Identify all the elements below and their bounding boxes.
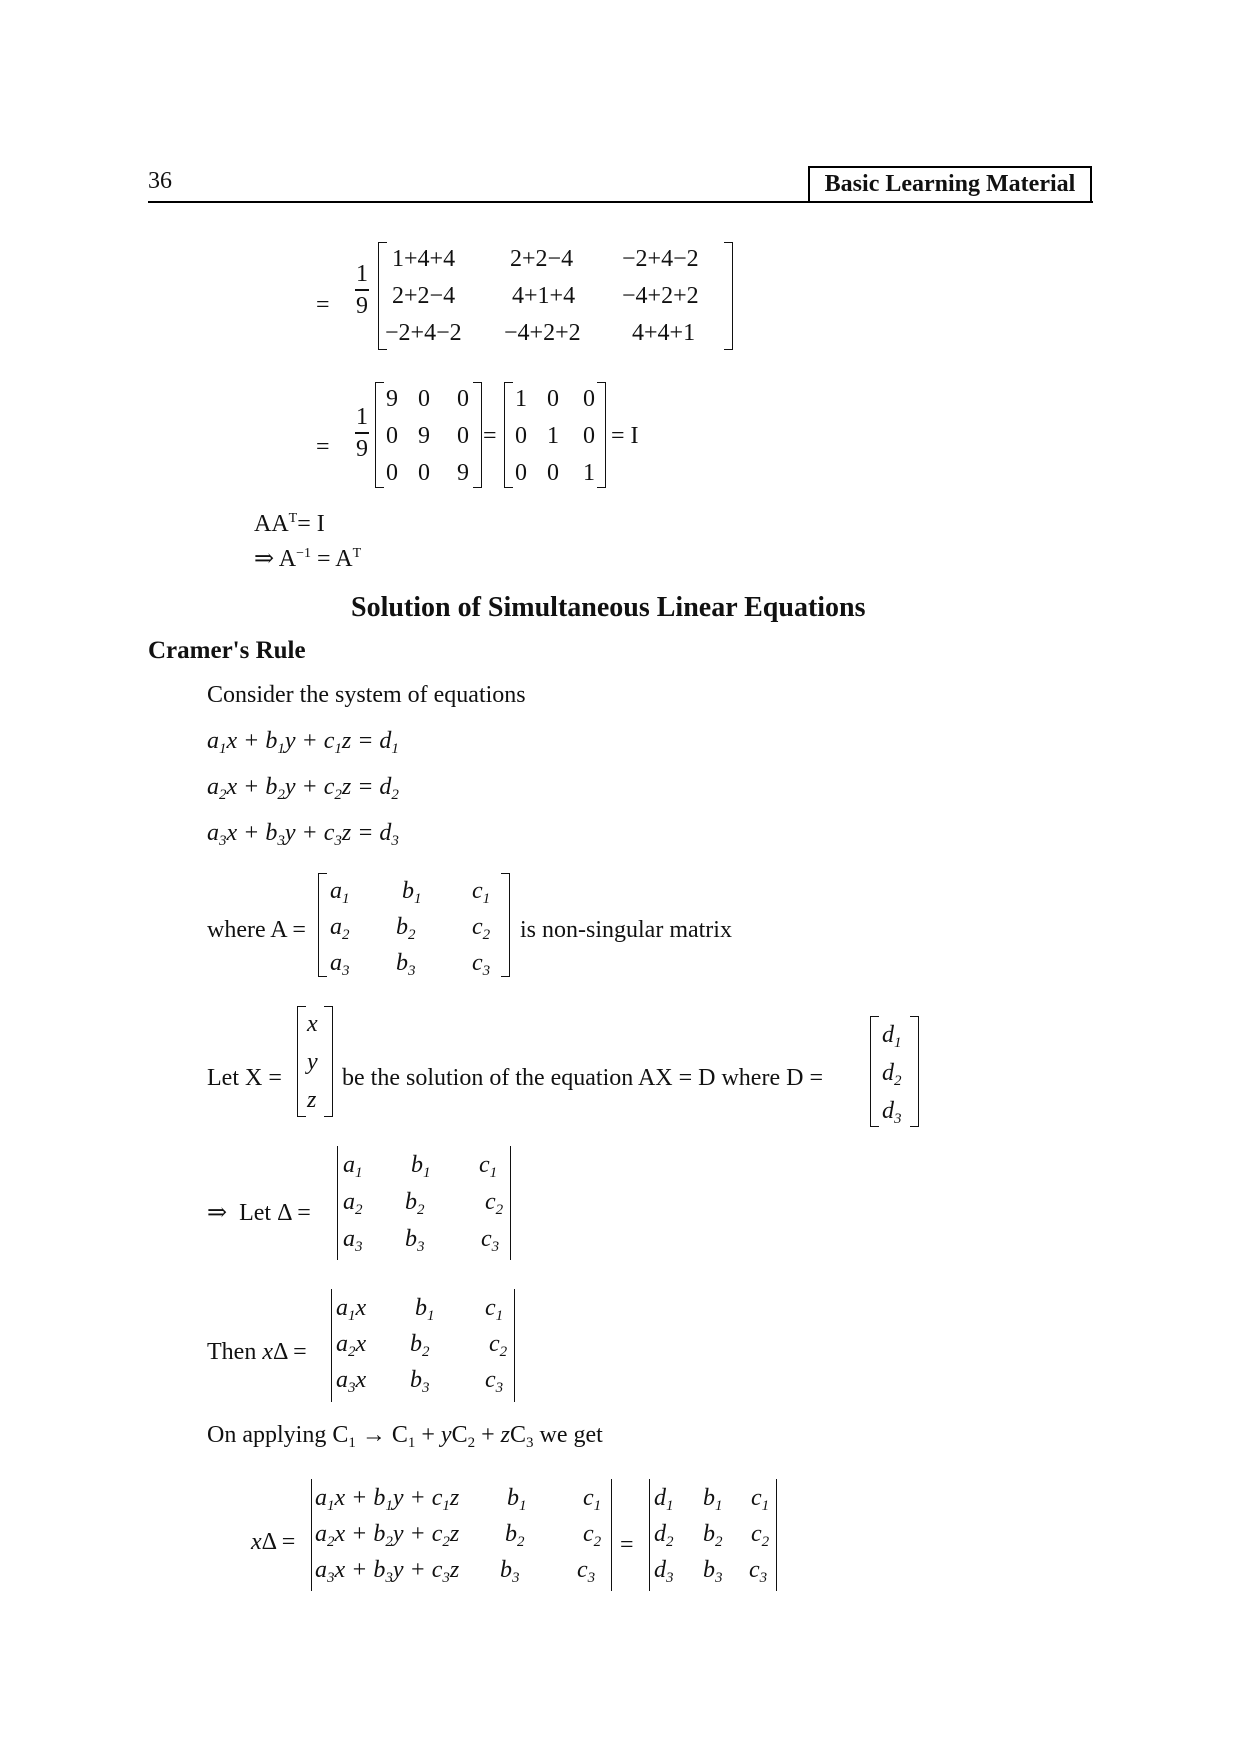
matrix-right-bracket <box>473 382 482 488</box>
determinant-cell: $a_3x + b_3y + c_3z$ <box>315 1557 460 1586</box>
determinant-cell: $a_1x + b_1y + c_1z$ <box>315 1485 460 1514</box>
vector-cell: $d_3$ <box>882 1098 902 1127</box>
equation-mid: = A <box>317 546 353 572</box>
label-text: Then <box>207 1339 263 1365</box>
determinant-cell: $c_3$ <box>577 1557 596 1586</box>
superscript: T <box>352 546 362 561</box>
determinant-cell: $a_2x$ <box>336 1331 367 1360</box>
header-rule <box>148 201 1093 203</box>
determinant-cell: $c_1$ <box>479 1152 498 1181</box>
matrix-cell: 4+4+1 <box>632 320 696 346</box>
implies-arrow: ⇒ <box>207 1200 228 1226</box>
matrix-cell: $a_2$ <box>330 914 350 943</box>
intro-text: Consider the system of equations <box>207 682 526 708</box>
determinant-cell: $a_3$ <box>343 1226 363 1255</box>
determinant-cell: $b_2$ <box>703 1521 723 1550</box>
superscript: −1 <box>296 546 312 561</box>
vector-left-bracket <box>297 1006 306 1117</box>
matrix-cell: 2+2−4 <box>392 283 456 309</box>
aat-rest: = I <box>297 511 325 537</box>
determinant-right-bar <box>776 1479 777 1591</box>
determinant-cell: $b_3$ <box>500 1557 520 1586</box>
matrix-cell: 0 <box>418 386 430 412</box>
determinant-cell: $a_1$ <box>343 1152 363 1181</box>
matrix-symbol: A <box>278 546 297 572</box>
determinant-right-bar <box>510 1146 511 1260</box>
x-delta-label <box>251 1530 295 1554</box>
determinant-cell: $b_2$ <box>405 1189 425 1218</box>
x-delta-label <box>207 1340 307 1364</box>
matrix-left-bracket <box>318 873 327 977</box>
subsection-title: Cramer's Rule <box>148 637 306 664</box>
fraction-denominator: 9 <box>356 435 368 462</box>
determinant-cell: $c_1$ <box>485 1295 504 1324</box>
determinant-cell: $b_2$ <box>505 1521 525 1550</box>
vector-cell: z <box>307 1087 317 1113</box>
page-number: 36 <box>148 168 172 194</box>
matrix-cell: 4+1+4 <box>512 283 576 309</box>
section-title: Solution of Simultaneous Linear Equations <box>351 592 866 623</box>
let-x-prefix: Let X = <box>207 1065 282 1091</box>
matrix-cell: 0 <box>583 386 595 412</box>
matrix-cell: 0 <box>583 423 595 449</box>
matrix-a-suffix: is non-singular matrix <box>520 917 732 943</box>
matrix-cell: −4+2+2 <box>504 320 581 346</box>
determinant-cell: $c_1$ <box>583 1485 602 1514</box>
determinant-cell: $b_3$ <box>405 1226 425 1255</box>
determinant-right-bar <box>514 1289 515 1402</box>
matrix-cell: 0 <box>547 386 559 412</box>
matrix-left-bracket <box>504 382 513 488</box>
determinant-cell: $d_3$ <box>654 1557 674 1586</box>
determinant-cell: $c_2$ <box>583 1521 602 1550</box>
determinant-cell: $c_3$ <box>749 1557 768 1586</box>
matrix-cell: −2+4−2 <box>622 246 699 272</box>
matrix-cell: 0 <box>547 460 559 486</box>
matrix-cell: 0 <box>386 460 398 486</box>
determinant-cell: $a_2x + b_2y + c_2z$ <box>315 1521 460 1550</box>
determinant-cell: $a_3x$ <box>336 1367 367 1396</box>
determinant-cell: $d_1$ <box>654 1485 674 1514</box>
determinant-cell: $c_2$ <box>751 1521 770 1550</box>
implies-arrow: ⇒ <box>254 546 275 572</box>
matrix-cell: 1 <box>547 423 559 449</box>
vector-right-bracket <box>324 1006 333 1117</box>
equals-sign: = <box>316 434 330 460</box>
vector-cell: $d_2$ <box>882 1060 902 1089</box>
matrix-a-prefix: where A = <box>207 917 306 943</box>
let-x-middle: be the solution of the equation AX = D where D = <box>342 1065 823 1091</box>
determinant-cell: $a_2$ <box>343 1189 363 1218</box>
determinant-cell: $c_1$ <box>751 1485 770 1514</box>
matrix-cell: 1 <box>515 386 527 412</box>
matrix-cell: 1 <box>583 460 595 486</box>
vector-left-bracket <box>870 1016 879 1127</box>
fraction-one-ninth <box>355 262 369 318</box>
matrix-cell: 9 <box>457 460 469 486</box>
inverse-equals-transpose <box>254 547 361 571</box>
fraction-denominator: 9 <box>356 292 368 319</box>
fraction-bar <box>355 289 369 291</box>
equation-line: $a_2x + b_2y + c_2z = d_2$ <box>207 774 399 803</box>
matrix-cell: $a_3$ <box>330 950 350 979</box>
label-text: Δ = <box>261 1529 296 1555</box>
matrix-right-bracket <box>724 242 733 350</box>
determinant-cell: $b_3$ <box>703 1557 723 1586</box>
matrix-cell: 9 <box>386 386 398 412</box>
matrix-cell: 0 <box>457 423 469 449</box>
matrix-right-bracket <box>597 382 606 488</box>
vector-cell: x <box>307 1011 318 1037</box>
identity-result: = I <box>611 423 639 449</box>
matrix-cell: 0 <box>386 423 398 449</box>
matrix-cell: $b_1$ <box>402 878 422 907</box>
vector-cell: $d_1$ <box>882 1022 902 1051</box>
determinant-left-bar <box>331 1289 332 1402</box>
aat-base: AA <box>254 511 289 537</box>
equation-line: $a_3x + b_3y + c_3z = d_3$ <box>207 820 399 849</box>
fraction-numerator: 1 <box>356 404 368 430</box>
equation-line: $a_1x + b_1y + c_1z = d_1$ <box>207 728 399 757</box>
delta-label-text: Let Δ = <box>239 1200 311 1226</box>
vector-cell: y <box>307 1049 318 1075</box>
aat-equation <box>254 512 325 536</box>
matrix-cell: 0 <box>515 423 527 449</box>
matrix-cell: $c_3$ <box>472 950 491 979</box>
determinant-left-bar <box>311 1479 312 1591</box>
delta-label <box>207 1201 311 1225</box>
determinant-cell: $c_3$ <box>481 1226 500 1255</box>
determinant-cell: $b_3$ <box>410 1367 430 1396</box>
matrix-right-bracket <box>501 873 510 977</box>
determinant-left-bar <box>649 1479 650 1591</box>
determinant-left-bar <box>337 1146 338 1260</box>
fraction-numerator: 1 <box>356 261 368 287</box>
matrix-cell: −4+2+2 <box>622 283 699 309</box>
determinant-cell: $d_2$ <box>654 1521 674 1550</box>
variable-x: x <box>262 1339 273 1365</box>
matrix-cell: −2+4−2 <box>385 320 462 346</box>
determinant-cell: $b_1$ <box>411 1152 431 1181</box>
determinant-right-bar <box>611 1479 612 1591</box>
determinant-cell: $b_1$ <box>703 1485 723 1514</box>
matrix-cell: 1+4+4 <box>392 246 456 272</box>
matrix-cell: 2+2−4 <box>510 246 574 272</box>
fraction-one-ninth <box>355 405 369 461</box>
matrix-left-bracket <box>375 382 384 488</box>
matrix-cell: $c_2$ <box>472 914 491 943</box>
matrix-cell: $b_3$ <box>396 950 416 979</box>
matrix-cell: $b_2$ <box>396 914 416 943</box>
determinant-cell: $c_3$ <box>485 1367 504 1396</box>
determinant-cell: $c_2$ <box>489 1331 508 1360</box>
vector-right-bracket <box>910 1016 919 1127</box>
matrix-cell: 0 <box>515 460 527 486</box>
equals-sign: = <box>483 423 497 449</box>
determinant-cell: $b_1$ <box>507 1485 527 1514</box>
matrix-cell: 0 <box>418 460 430 486</box>
superscript: T <box>288 511 298 526</box>
running-header-title: Basic Learning Material <box>808 166 1092 203</box>
determinant-cell: $b_2$ <box>410 1331 430 1360</box>
variable-x: x <box>251 1529 262 1555</box>
determinant-cell: $c_2$ <box>485 1189 504 1218</box>
determinant-cell: $a_1x$ <box>336 1295 367 1324</box>
matrix-cell: 0 <box>457 386 469 412</box>
determinant-cell: $b_1$ <box>415 1295 435 1324</box>
label-text: Δ = <box>272 1339 307 1365</box>
equals-sign: = <box>316 292 330 318</box>
matrix-cell: 9 <box>418 423 430 449</box>
column-operation-text: On applying $C_1 \to C_1 + yC_2 + zC_3$ we get <box>207 1422 603 1451</box>
equals-sign: = <box>620 1532 634 1558</box>
fraction-bar <box>355 432 369 434</box>
matrix-cell: $c_1$ <box>472 878 491 907</box>
matrix-cell: $a_1$ <box>330 878 350 907</box>
